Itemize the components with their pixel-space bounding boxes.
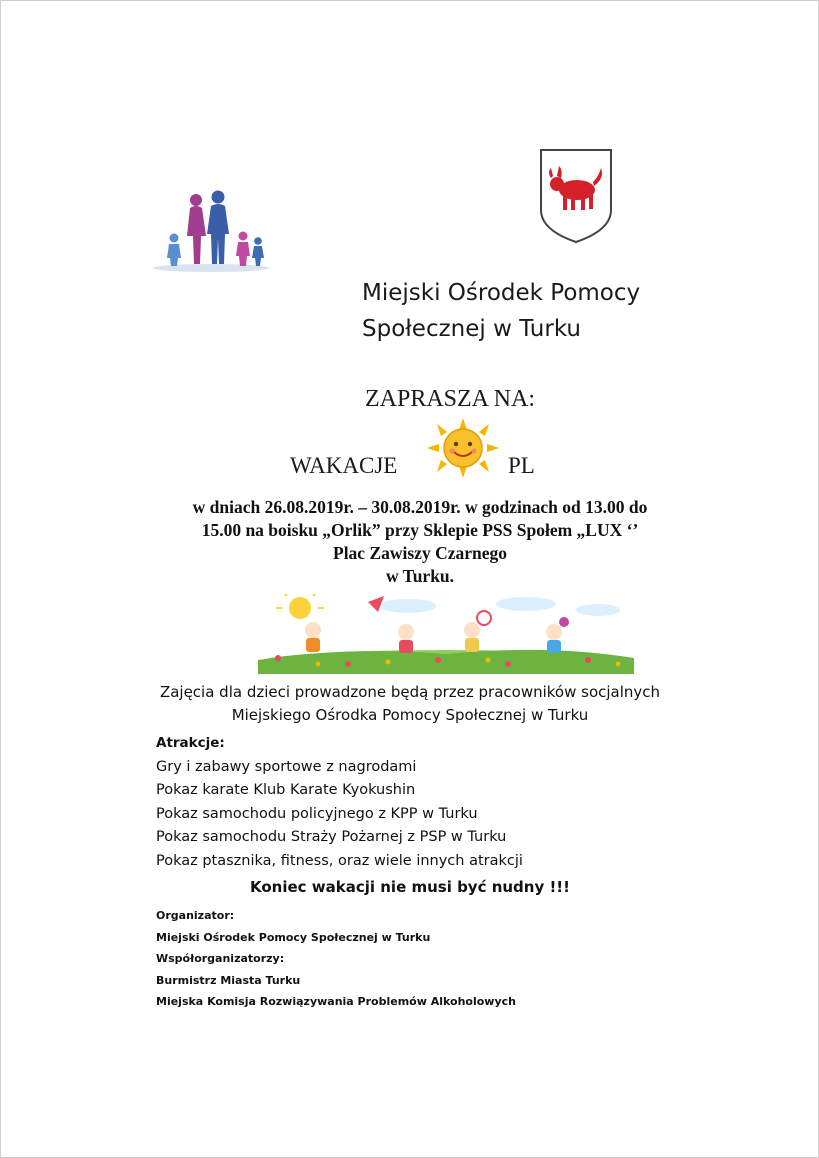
org-name-line-2: Społecznej w Turku (362, 316, 582, 342)
details-line-1: w dniach 26.08.2019r. – 30.08.2019r. w godzinach od 13.00 do (192, 497, 648, 517)
playing-children-illustration (258, 594, 634, 674)
attractions-list (156, 732, 716, 873)
attraction-item: Pokaz samochodu policyjnego z KPP w Turku (156, 805, 478, 822)
attractions-heading: Atrakcje: (156, 735, 225, 751)
slogan: Koniec wakacji nie musi być nudny !!! (250, 878, 570, 896)
co-organizer-1: Burmistrz Miasta Turku (156, 973, 301, 987)
attraction-item: Pokaz ptasznika, fitness, oraz wiele innych atrakcji (156, 852, 523, 869)
event-name-left: WAKACJE (290, 453, 398, 478)
credits (156, 905, 716, 1013)
organizer-name: Miejski Ośrodek Pomocy Społecznej w Turku (156, 930, 431, 944)
attraction-item: Gry i zabawy sportowe z nagrodami (156, 758, 417, 775)
activities-lead (120, 681, 700, 727)
co-organizer-2: Miejska Komisja Rozwiązywania Problemów Alkoholowych (156, 995, 516, 1008)
lead-line-2: Miejskiego Ośrodka Pomocy Społecznej w Turku (231, 706, 589, 724)
event-name-right: PL (508, 453, 535, 478)
attraction-item: Pokaz samochodu Straży Pożarnej z PSP w Turku (156, 829, 507, 845)
details-line-3: Plac Zawiszy Czarnego (333, 543, 507, 563)
invites-heading: ZAPRASZA NA: (364, 386, 536, 412)
lead-line-1: Zajęcia dla dzieci prowadzone będą przez pracowników socjalnych (159, 683, 661, 701)
details-line-2: 15.00 na boisku „Orlik” przy Sklepie PSS Społem „LUX ‘’ (201, 520, 639, 540)
details-line-4: w Turku. (385, 566, 455, 586)
red-bull-coat-of-arms-icon (539, 148, 613, 244)
smiling-sun-icon (423, 416, 503, 480)
organization-name (362, 275, 762, 347)
org-name-line-1: Miejski Ośrodek Pomocy (362, 280, 641, 306)
organizer-label: Organizator: (156, 909, 235, 922)
event-details (140, 496, 700, 588)
family-silhouette-icon (150, 188, 272, 278)
co-organizers-label: Współorganizatorzy: (156, 952, 285, 965)
attraction-item: Pokaz karate Klub Karate Kyokushin (156, 782, 416, 798)
